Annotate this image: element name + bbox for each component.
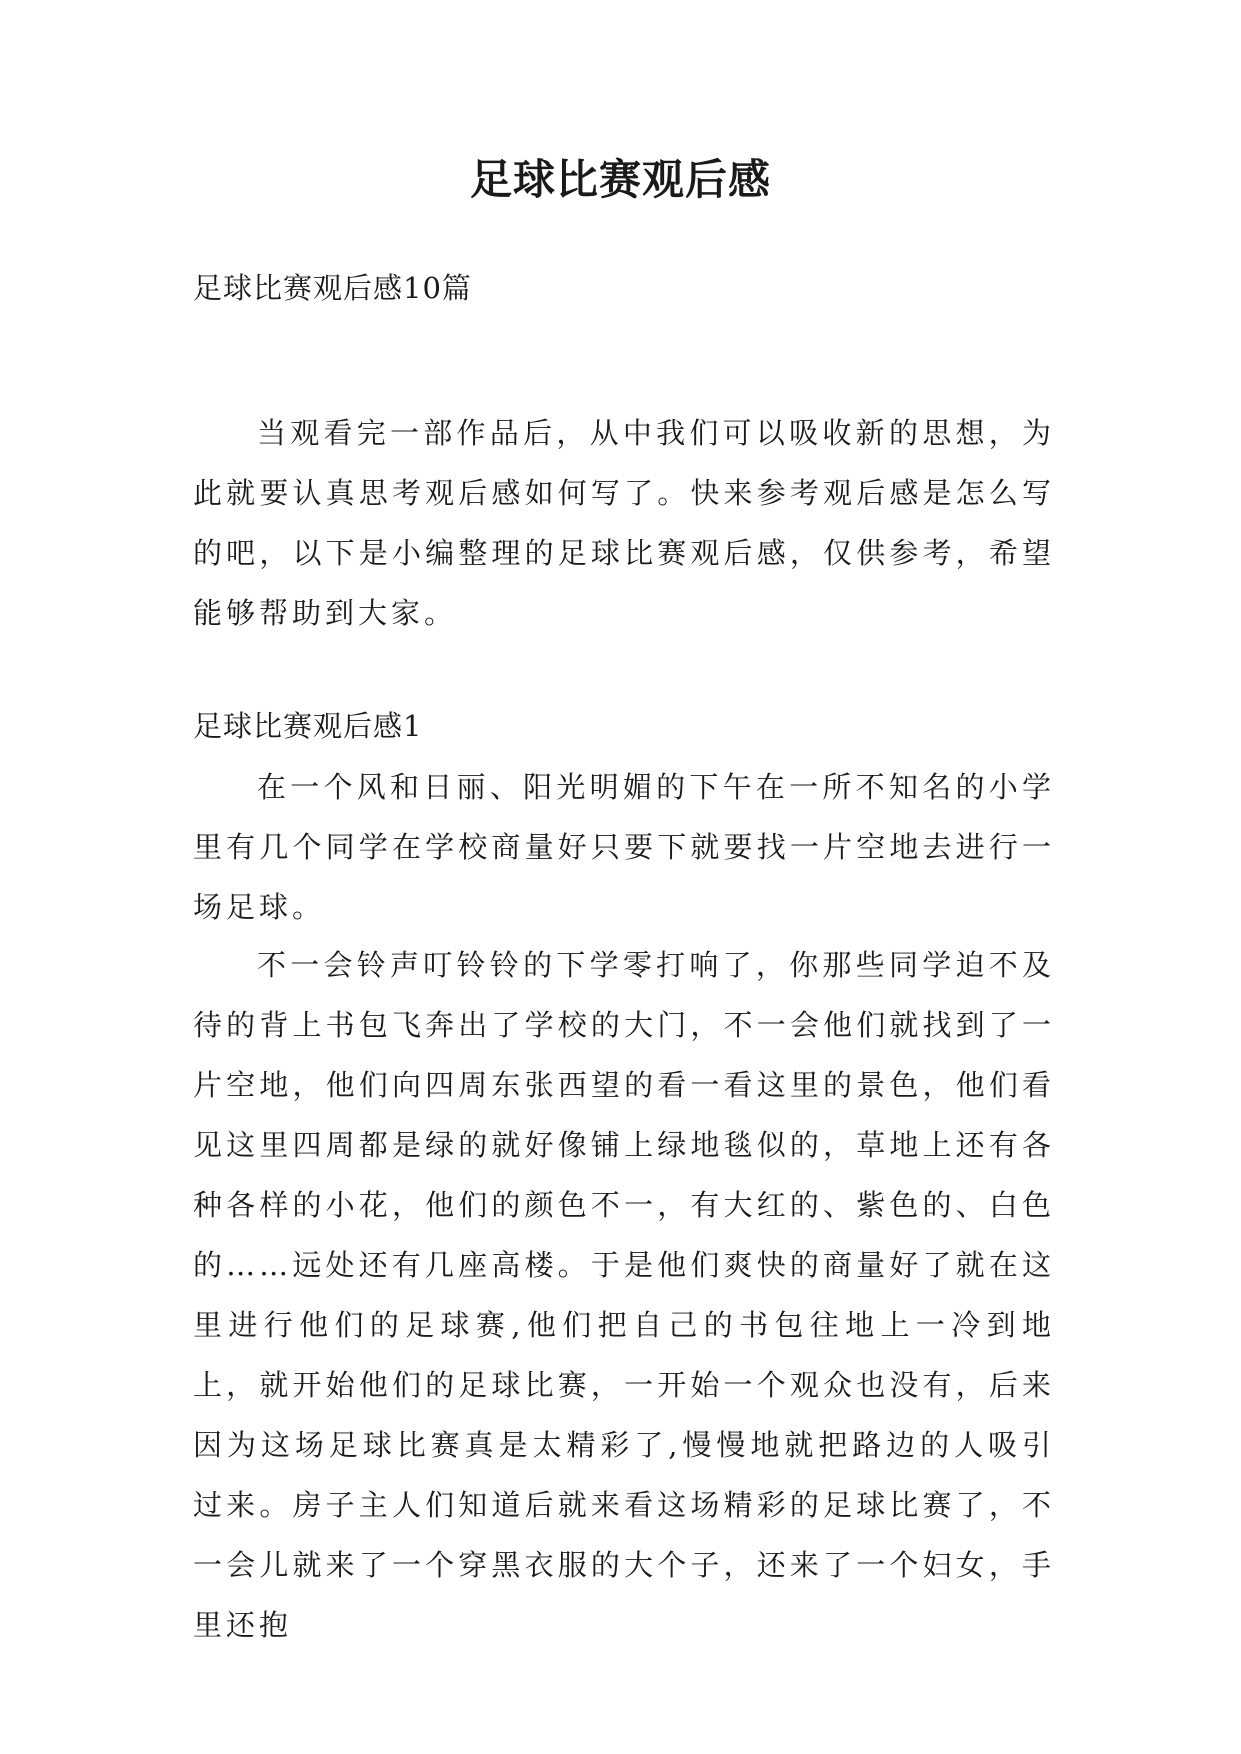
body-paragraph: 不一会铃声叮铃铃的下学零打响了，你那些同学迫不及待的背上书包飞奔出了学校的大门，不一会他们就找到了一片空地，他们向四周东张西望的看一看这里的景色，他们看见这里四周都是绿的就好像铺上绿地毯似的，草地上还有各种各样的小花，他们的颜色不一，有大红的、紫色的、白色的……远处还有几座高楼。于是他们爽快的商量好了就在这里进行他们的足球赛,他们把自己的书包往地上一冷到地上，就开始他们的足球比赛，一开始一个观众也没有，后来因为这场足球比赛真是太精彩了,慢慢地就把路边的人吸引过来。房子主人们知道后就来看这场精彩的足球比赛了，不一会儿就来了一个穿黑衣服的大个子，还来了一个妇女，手里还抱: [193, 948, 1055, 1642]
body-paragraph: 在一个风和日丽、阳光明媚的下午在一所不知名的小学里有几个同学在学校商量好只要下就要找一片空地去进行一场足球。: [193, 770, 1055, 924]
section-heading: 足球比赛观后感1: [193, 709, 423, 743]
page-title: 足球比赛观后感: [469, 155, 771, 204]
document-subtitle: 足球比赛观后感10篇: [193, 271, 472, 305]
intro-paragraph: 当观看完一部作品后，从中我们可以吸收新的思想，为此就要认真思考观后感如何写了。快来参考观后感是怎么写的吧，以下是小编整理的足球比赛观后感，仅供参考，希望能够帮助到大家。: [193, 416, 1055, 630]
